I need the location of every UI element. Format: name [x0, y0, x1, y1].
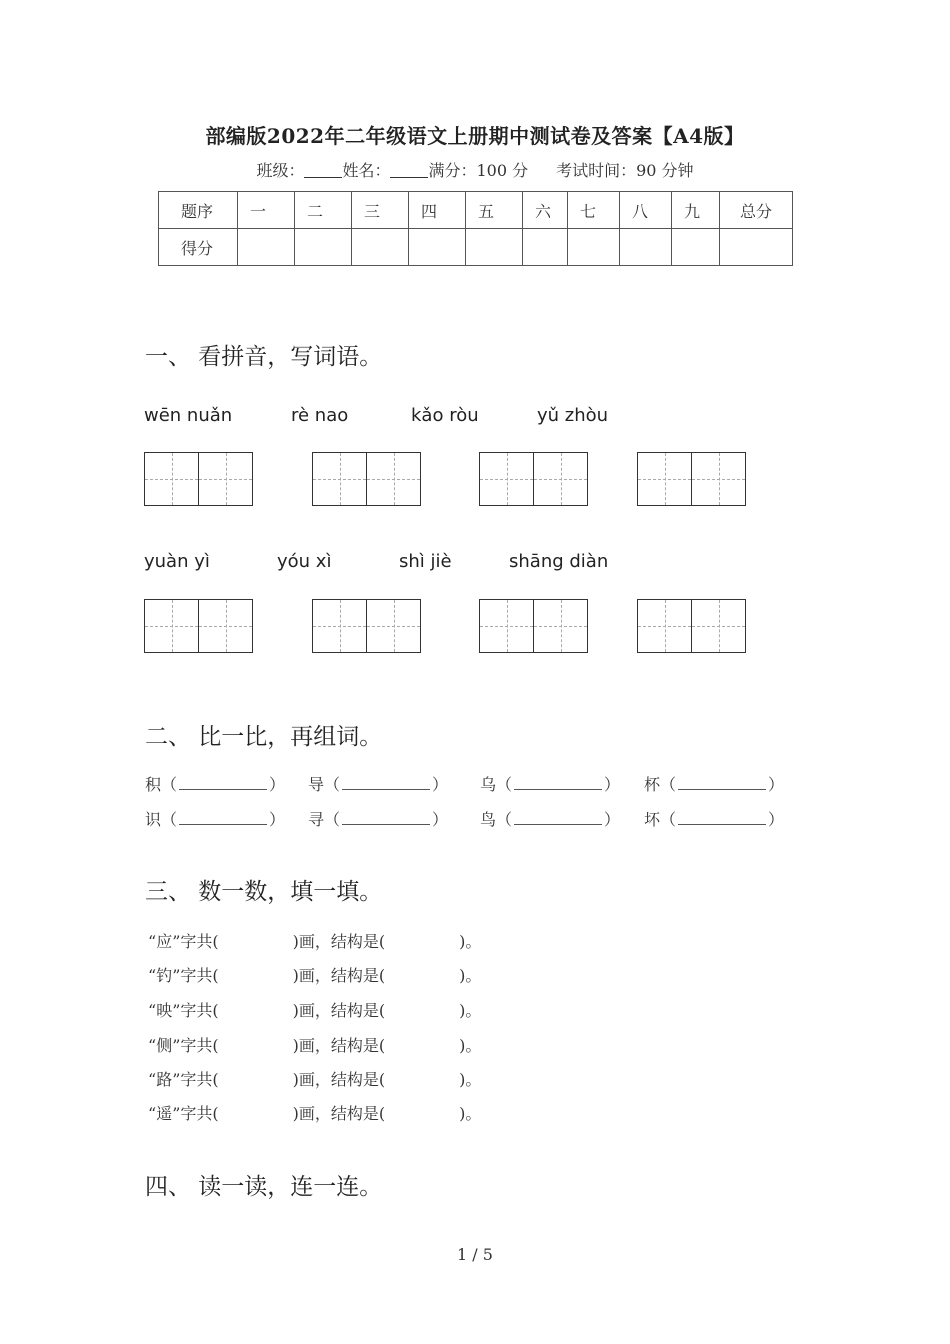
table-cell: 六: [523, 192, 568, 229]
page-number: 1 / 5: [457, 1245, 493, 1264]
question-char: 侧: [156, 1036, 173, 1055]
writing-grid[interactable]: [637, 452, 746, 506]
table-cell: 七: [568, 192, 620, 229]
writing-grid[interactable]: [144, 599, 253, 653]
compare-char: 鸟: [480, 810, 497, 829]
table-cell: 四: [409, 192, 466, 229]
exam-time: 考试时间：90 分钟: [556, 161, 694, 180]
pinyin-label: wēn nuǎn: [144, 405, 233, 426]
compare-item: 识（ ）: [145, 810, 286, 829]
writing-grid[interactable]: [637, 599, 746, 653]
class-blank[interactable]: [304, 163, 342, 178]
table-cell: 题序: [159, 192, 238, 229]
section-2-heading: 二、 比一比，再组词。: [145, 724, 383, 750]
compare-char: 乌: [480, 775, 497, 794]
stroke-question: “侧”字共( )画，结构是( )。: [148, 1036, 482, 1055]
question-char: 路: [156, 1070, 173, 1089]
table-cell: 得分: [159, 229, 238, 266]
question-char: 遥: [156, 1104, 173, 1123]
section-4-heading: 四、 读一读，连一连。: [145, 1174, 383, 1200]
stroke-question: “应”字共( )画，结构是( )。: [148, 932, 482, 951]
section-3-heading: 三、 数一数，填一填。: [145, 879, 383, 905]
stroke-question: “钓”字共( )画，结构是( )。: [148, 966, 482, 985]
pinyin-label: yuàn yì: [144, 551, 210, 572]
score-input-cell[interactable]: [295, 229, 352, 266]
compare-item: 杯（ ）: [644, 775, 785, 794]
compare-item: 寻（ ）: [308, 810, 449, 829]
pinyin-label: yǔ zhòu: [537, 405, 609, 426]
compare-char: 识: [145, 810, 162, 829]
score-table-header-row: [159, 192, 793, 229]
score-input-cell[interactable]: [672, 229, 720, 266]
page-title: 部编版2022年二年级语文上册期中测试卷及答案【A4版】: [205, 124, 745, 148]
compare-char: 坏: [644, 810, 661, 829]
score-input-cell[interactable]: [409, 229, 466, 266]
answer-blank[interactable]: [514, 777, 602, 790]
pinyin-label: yóu xì: [277, 551, 332, 572]
score-input-cell[interactable]: [352, 229, 409, 266]
question-char: 钓: [156, 966, 173, 985]
score-input-cell[interactable]: [523, 229, 568, 266]
writing-grid[interactable]: [144, 452, 253, 506]
writing-grid[interactable]: [479, 452, 588, 506]
table-cell: 总分: [720, 192, 793, 229]
answer-blank[interactable]: [179, 812, 267, 825]
compare-char: 积: [145, 775, 162, 794]
answer-blank[interactable]: [514, 812, 602, 825]
compare-item: 乌（ ）: [480, 775, 621, 794]
compare-char: 杯: [644, 775, 661, 794]
compare-item: 坏（ ）: [644, 810, 785, 829]
table-cell: 二: [295, 192, 352, 229]
score-table: [158, 191, 793, 266]
table-cell: 一: [238, 192, 295, 229]
question-char: 应: [156, 932, 173, 951]
writing-grid[interactable]: [479, 599, 588, 653]
score-input-cell[interactable]: [720, 229, 793, 266]
compare-item: 导（ ）: [308, 775, 449, 794]
compare-item: 鸟（ ）: [480, 810, 621, 829]
answer-blank[interactable]: [678, 777, 766, 790]
name-label: 姓名：: [342, 161, 391, 180]
stroke-question: “映”字共( )画，结构是( )。: [148, 1001, 482, 1020]
table-cell: 五: [466, 192, 523, 229]
table-cell: 九: [672, 192, 720, 229]
table-cell: 八: [620, 192, 672, 229]
section-1-heading: 一、 看拼音，写词语。: [145, 344, 383, 370]
pinyin-label: rè nao: [291, 405, 349, 426]
score-input-cell[interactable]: [466, 229, 523, 266]
stroke-question: “路”字共( )画，结构是( )。: [148, 1070, 482, 1089]
compare-char: 导: [308, 775, 325, 794]
answer-blank[interactable]: [342, 812, 430, 825]
score-input-cell[interactable]: [238, 229, 295, 266]
full-score: 满分：100 分: [428, 161, 529, 180]
table-cell: 三: [352, 192, 409, 229]
compare-item: 积（ ）: [145, 775, 286, 794]
answer-blank[interactable]: [678, 812, 766, 825]
score-input-cell[interactable]: [620, 229, 672, 266]
answer-blank[interactable]: [342, 777, 430, 790]
pinyin-label: shāng diàn: [509, 551, 609, 572]
question-char: 映: [156, 1001, 173, 1020]
stroke-question: “遥”字共( )画，结构是( )。: [148, 1104, 482, 1123]
pinyin-label: kǎo ròu: [411, 405, 479, 426]
pinyin-label: shì jiè: [399, 551, 452, 572]
name-blank[interactable]: [390, 163, 428, 178]
answer-blank[interactable]: [179, 777, 267, 790]
score-input-cell[interactable]: [568, 229, 620, 266]
score-table-score-row: [159, 229, 793, 266]
writing-grid[interactable]: [312, 599, 421, 653]
class-label: 班级：: [256, 161, 305, 180]
writing-grid[interactable]: [312, 452, 421, 506]
compare-char: 寻: [308, 810, 325, 829]
exam-info: [0, 158, 950, 181]
